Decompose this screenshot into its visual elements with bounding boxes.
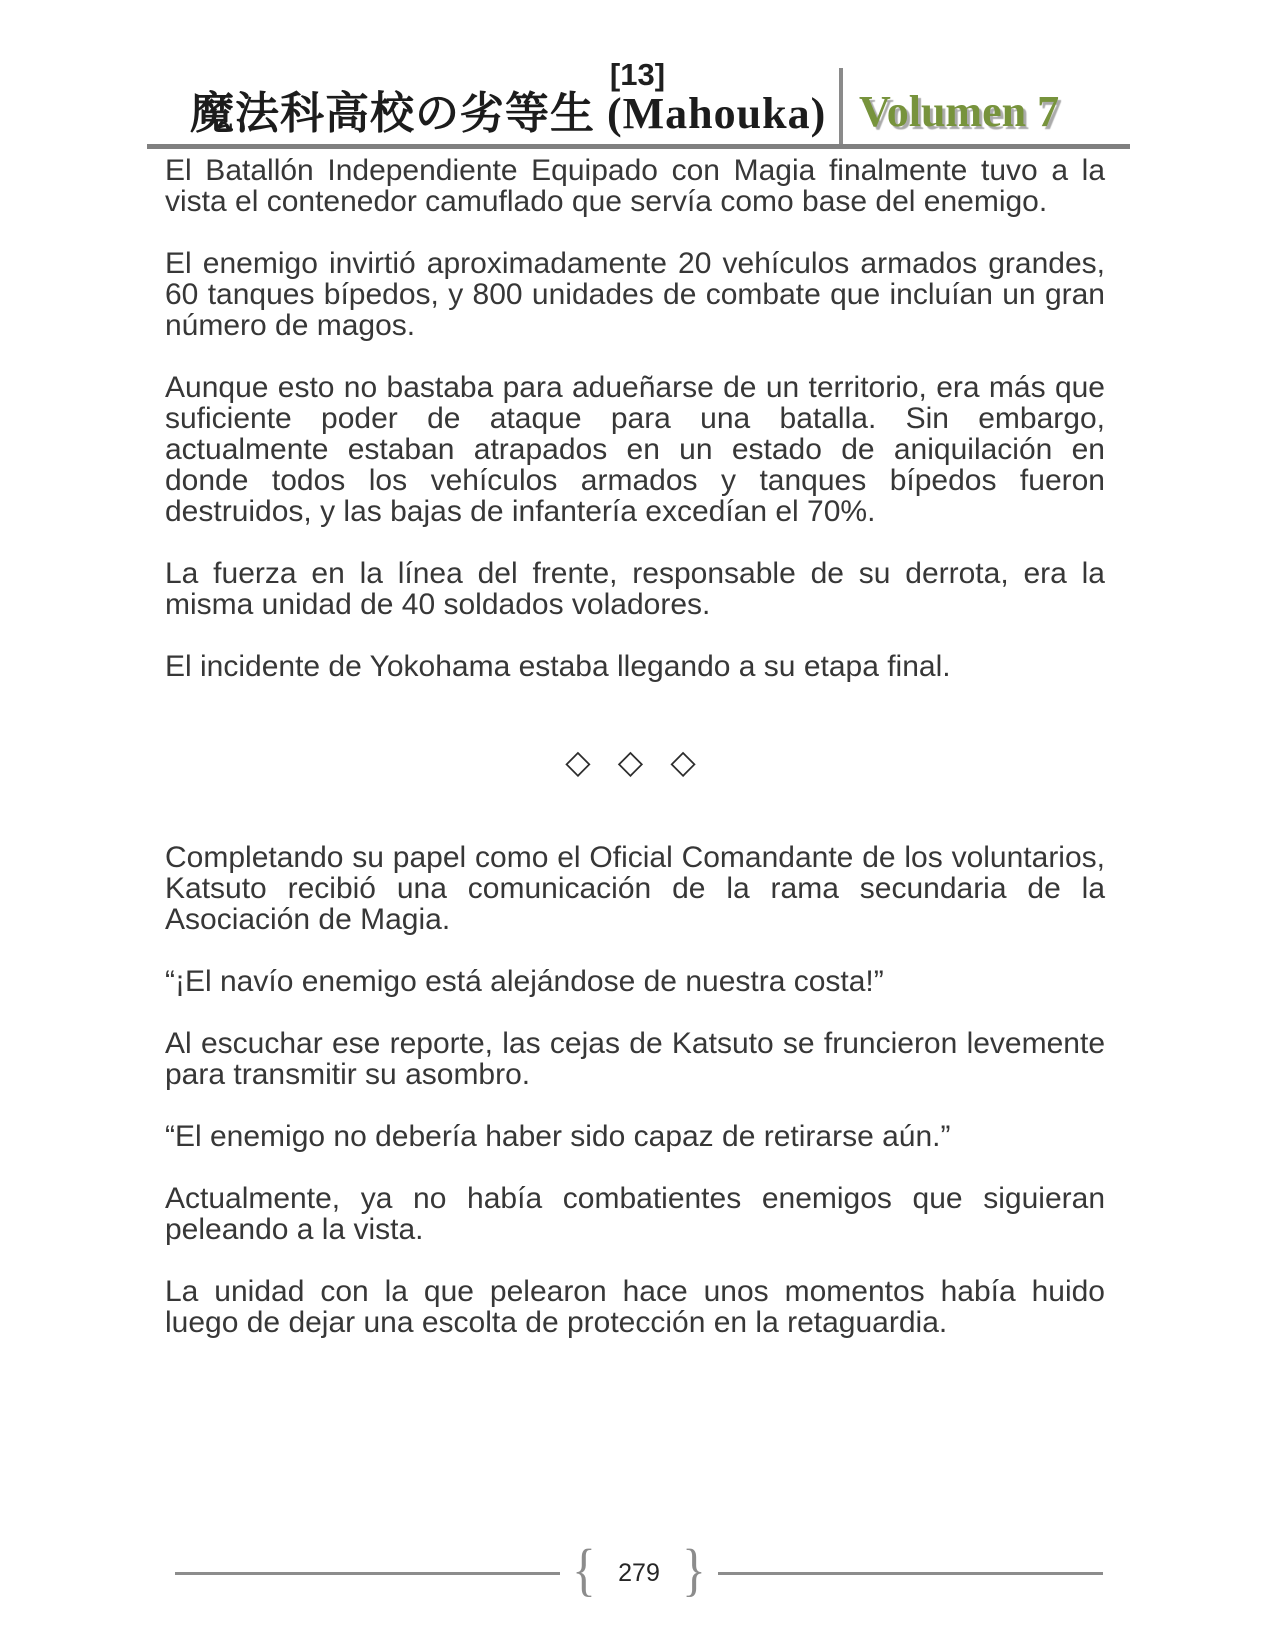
scene-divider: ◇ ◇ ◇ (565, 743, 705, 780)
page-header (147, 66, 1130, 149)
paragraph: La unidad con la que pelearon hace unos momentos había huido luego de dejar una escolta de protección en la retaguardia. (165, 1275, 1105, 1339)
book-title-japanese: 魔法科高校の劣等生 (190, 89, 595, 138)
header-rule (147, 144, 1130, 149)
paragraph: La fuerza en la línea del frente, responsable de su derrota, era la misma unidad de 40 soldados voladores. (165, 557, 1105, 621)
section-number: [13] (609, 57, 666, 92)
chapter-text (165, 155, 1105, 1338)
volume-label: Volumen 7 (859, 87, 1060, 136)
paragraph: Actualmente, ya no había combatientes enemigos que siguieran peleando a la vista. (165, 1182, 1105, 1246)
paragraph: El enemigo invirtió aproximadamente 20 vehículos armados grandes, 60 tanques bípedos, y 800 unidades de combate que incluían un gran número de magos. (165, 247, 1105, 342)
book-title-romanized: (Mahouka) (607, 89, 827, 138)
paragraph: El incidente de Yokohama estaba llegando a su etapa final. (165, 650, 951, 683)
paragraph: “¡El navío enemigo está alejándose de nuestra costa!” (165, 965, 884, 998)
book-title (190, 89, 827, 138)
page-number: 279 (618, 1558, 660, 1587)
footer-rule-right (718, 1572, 1103, 1575)
page-number-bracket-right: } (681, 1537, 706, 1602)
header-row (147, 66, 1130, 144)
paragraph: Al escuchar ese reporte, las cejas de Katsuto se fruncieron levemente para transmitir su asombro. (165, 1027, 1105, 1091)
paragraph: El Batallón Independiente Equipado con Magia finalmente tuvo a la vista el contenedor camuflado que servía como base del enemigo. (165, 154, 1105, 218)
page-number-bracket-left: { (572, 1537, 597, 1602)
paragraph: “El enemigo no debería haber sido capaz de retirarse aún.” (165, 1120, 951, 1153)
paragraph: Aunque esto no bastaba para adueñarse de un territorio, era más que suficiente poder de ataque para una batalla. Sin embargo, actualmente estaban atrapados en un estado de aniquilación en donde todos los vehículos armados y tanques bípedos fueron destruidos, y las bajas de infantería excedían el 70%. (165, 371, 1105, 528)
page-footer (175, 1537, 1103, 1606)
footer-rule-left (175, 1572, 560, 1575)
header-divider-bar (839, 68, 843, 144)
paragraph: Completando su papel como el Oficial Comandante de los voluntarios, Katsuto recibió una comunicación de la rama secundaria de la Asociación de Magia. (165, 841, 1105, 936)
